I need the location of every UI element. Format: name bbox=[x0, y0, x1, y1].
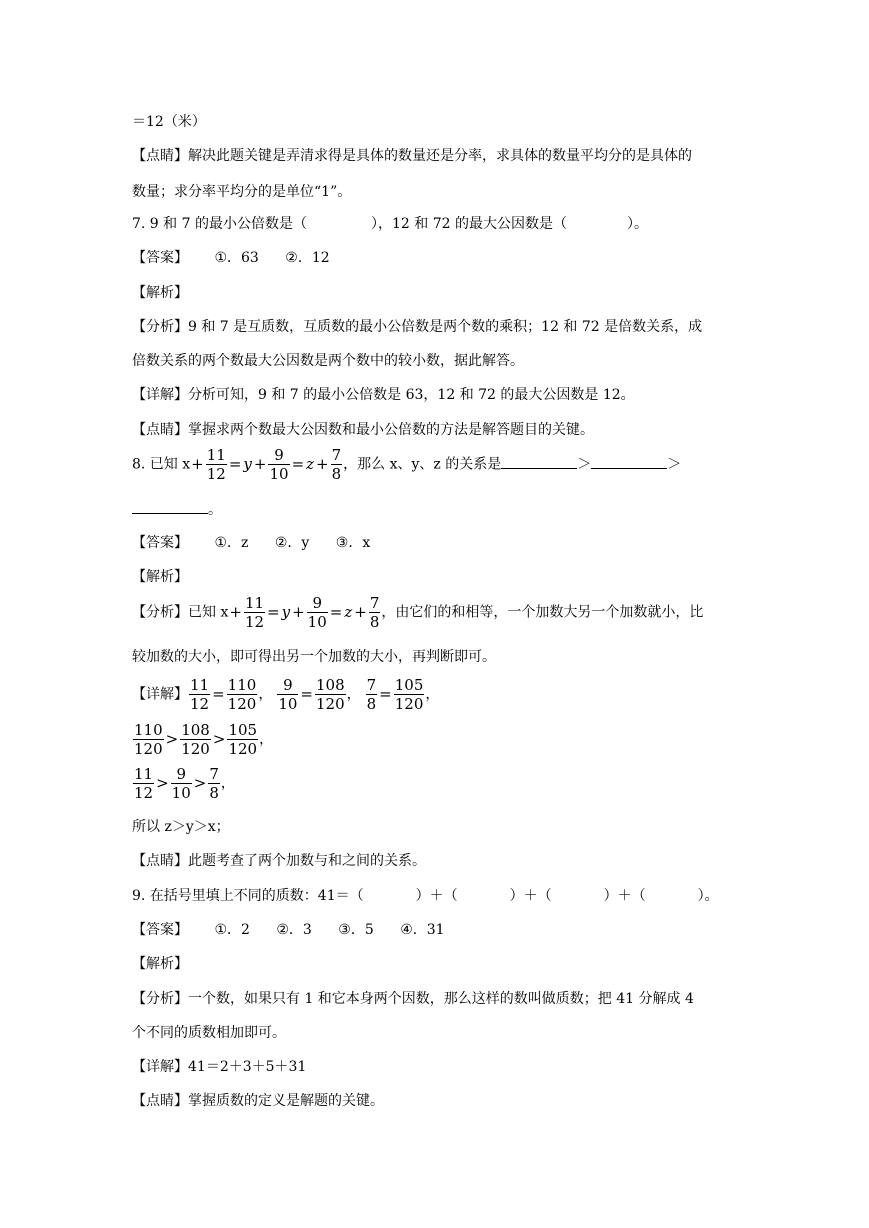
q8-answer-line bbox=[132, 533, 370, 553]
answer-blank-2 bbox=[591, 456, 667, 469]
q8-dianjing: 【点睛】此题考查了两个加数与和之间的关系。 bbox=[132, 853, 426, 869]
q8-num: 8. 已知 x bbox=[132, 456, 191, 473]
dianjing-line-2: 数量；求分率平均分的是单位“1”。 bbox=[132, 184, 352, 200]
answer-label: 【答案】 bbox=[132, 922, 188, 938]
answer-blank-1 bbox=[501, 456, 577, 469]
q7-fenxi-1: 【分析】9 和 7 是互质数，互质数的最小公倍数是两个数的乘积；12 和 72 是倍数关系，成 bbox=[132, 319, 703, 335]
q9-answer-3: ③．5 bbox=[338, 922, 374, 938]
q7-jiexi: 【解析】 bbox=[132, 285, 188, 301]
q9-answer-line bbox=[132, 920, 445, 940]
text-line-meters: ＝12（米） bbox=[132, 114, 206, 130]
q8-xiangjie-1: 【详解】 $\frac{11}{12}$ = $\frac{110}{120}$ ， $\frac{9}{10}$ = $\frac{108}{120}$ ， $\frac{7}{8}$ = $\frac{105}{120}$ ， bbox=[132, 676, 440, 713]
q9-xiangjie: 【详解】41＝2＋3＋5＋31 bbox=[132, 1059, 307, 1075]
q8-answer-1: ①．z bbox=[214, 535, 249, 551]
q8-tail: ，那么 x、y、z 的关系是 bbox=[343, 456, 502, 473]
q8-jiexi: 【解析】 bbox=[132, 569, 188, 585]
q7-dianjing: 【点睛】掌握求两个数最大公因数和最小公倍数的方法是解答题目的关键。 bbox=[132, 422, 594, 438]
q7-stem-a: 7. 9 和 7 的最小公倍数是（ bbox=[132, 216, 307, 232]
question-8: 8. 已知 x+ $\frac{11}{12}$ = y + $\frac{9}{10}$ = z + $\frac{7}{8}$ ，那么 x、y、z 的关系是 ＞ ＞ bbox=[132, 446, 682, 483]
q7-fenxi-2: 倍数关系的两个数最大公因数是两个数中的较小数，据此解答。 bbox=[132, 353, 524, 369]
fraction-11-12: $\frac{11}{12}$ bbox=[206, 446, 226, 483]
q8-xiangjie-2: $\frac{110}{120}$ > $\frac{108}{120}$ > $\frac{105}{120}$ ， bbox=[134, 721, 274, 758]
question-7 bbox=[132, 214, 648, 234]
q8-answer-3: ③．x bbox=[335, 535, 371, 551]
q8-conclusion: 所以 z＞y＞x； bbox=[132, 819, 230, 835]
q8-fenxi-2: 较加数的大小，即可得出另一个加数的大小，再判断即可。 bbox=[132, 649, 496, 665]
fraction-9-10: $\frac{9}{10}$ bbox=[269, 446, 289, 483]
q7-answer-line bbox=[132, 248, 330, 268]
question-9: 9. 在括号里填上不同的质数：41＝（ ）＋（ ）＋（ ）＋（ ）。 bbox=[132, 888, 719, 904]
q8-fenxi-1: 【分析】已知 x+ $\frac{11}{12}$ = y + $\frac{9}{10}$ = z + $\frac{7}{8}$ ，由它们的和相等，一个加数大另一个加数就小，比 bbox=[132, 594, 704, 631]
q8-answer-2: ②．y bbox=[274, 535, 310, 551]
answer-label: 【答案】 bbox=[132, 535, 188, 551]
dianjing-line-1: 【点睛】解决此题关键是弄清求得是具体的数量还是分率，求具体的数量平均分的是具体的 bbox=[132, 148, 692, 164]
answer-label: 【答案】 bbox=[132, 250, 188, 266]
q7-stem-b: ），12 和 72 的最大公因数是（ bbox=[370, 216, 567, 232]
q9-answer-2: ②．3 bbox=[276, 922, 312, 938]
q9-jiexi: 【解析】 bbox=[132, 956, 188, 972]
q9-dianjing: 【点睛】掌握质数的定义是解题的关键。 bbox=[132, 1093, 384, 1109]
q7-answer-2: ②．12 bbox=[285, 250, 330, 266]
q9-answer-4: ④．31 bbox=[400, 922, 445, 938]
q7-stem-c: ）。 bbox=[626, 216, 648, 232]
answer-blank-3 bbox=[132, 501, 208, 514]
q8-line-2: 。 bbox=[132, 500, 222, 520]
q9-answer-1: ①．2 bbox=[214, 922, 250, 938]
q8-xiangjie-3: $\frac{11}{12}$ > $\frac{9}{10}$ > $\frac{7}{8}$ ， bbox=[134, 765, 235, 802]
q9-fenxi-1: 【分析】一个数，如果只有 1 和它本身两个因数，那么这样的数叫做质数；把 41 分解成 4 bbox=[132, 991, 694, 1007]
q9-fenxi-2: 个不同的质数相加即可。 bbox=[132, 1025, 286, 1041]
fraction-7-8: $\frac{7}{8}$ bbox=[331, 446, 342, 483]
q7-xiangjie: 【详解】分析可知，9 和 7 的最小公倍数是 63，12 和 72 的最大公因数是 12。 bbox=[132, 387, 635, 403]
q7-answer-1: ①．63 bbox=[214, 250, 259, 266]
